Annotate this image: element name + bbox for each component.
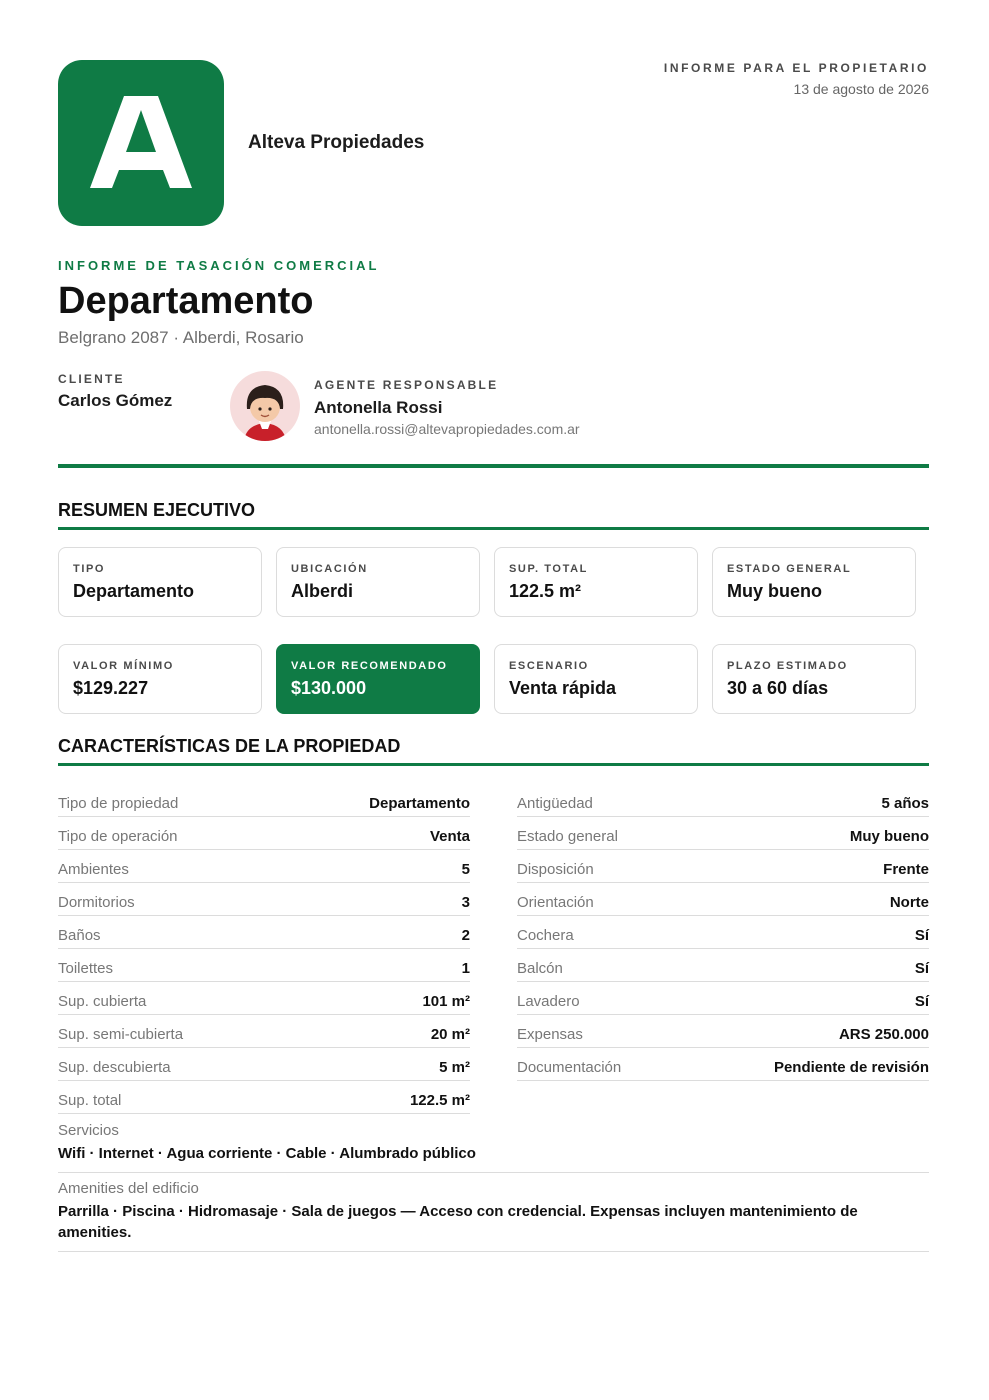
card-value: 122.5 m² — [509, 581, 582, 601]
spec-label: Estado general — [517, 827, 618, 845]
summary-card-type — [58, 547, 262, 617]
summary-card-scenario — [494, 644, 698, 714]
card-label: UBICACIÓN — [291, 563, 368, 575]
brand-logo — [58, 60, 224, 226]
spec-value: Frente — [883, 860, 929, 878]
spec-value: Venta — [429, 827, 470, 845]
summary-divider — [58, 527, 929, 530]
spec-row — [517, 850, 929, 883]
spec-row — [517, 784, 929, 817]
summary-title: RESUMEN EJECUTIVO — [58, 500, 256, 520]
spec-row — [517, 817, 929, 850]
spec-value: 2 — [461, 926, 470, 944]
spec-label: Disposición — [517, 860, 594, 878]
spec-label: Sup. semi-cubierta — [58, 1025, 184, 1043]
card-value: $129.227 — [73, 678, 149, 698]
report-date: 13 de agosto de 2026 — [793, 81, 929, 97]
spec-row — [58, 916, 470, 949]
spec-value: Departamento — [369, 794, 470, 812]
spec-value: Sí — [914, 992, 929, 1010]
spec-label: Documentación — [517, 1058, 622, 1076]
spec-row — [58, 817, 470, 850]
summary-card-location — [276, 547, 480, 617]
summary-card-timeframe — [712, 644, 916, 714]
spec-label: Toilettes — [58, 959, 114, 977]
spec-label: Baños — [58, 926, 101, 944]
agent-name: Antonella Rossi — [314, 398, 443, 417]
spec-value: 5 — [461, 860, 470, 878]
spec-row — [517, 883, 929, 916]
spec-value: Sí — [914, 926, 929, 944]
spec-row — [58, 883, 470, 916]
agent-block — [314, 378, 580, 437]
card-label: PLAZO ESTIMADO — [727, 660, 848, 672]
spec-value: Muy bueno — [849, 827, 929, 845]
card-label: VALOR RECOMENDADO — [291, 660, 448, 672]
spec-row — [517, 1048, 929, 1081]
spec-value: 122.5 m² — [409, 1091, 470, 1109]
spec-label: Sup. cubierta — [58, 992, 147, 1010]
spec-row — [517, 1015, 929, 1048]
agent-email: antonella.rossi@altevapropiedades.com.ar — [314, 421, 580, 437]
spec-row — [517, 949, 929, 982]
card-value: Venta rápida — [509, 678, 617, 698]
spec-value: Norte — [889, 893, 929, 911]
spec-row — [517, 982, 929, 1015]
spec-label: Sup. descubierta — [58, 1058, 171, 1076]
summary-card-condition — [712, 547, 916, 617]
client-label: CLIENTE — [58, 372, 125, 386]
spec-label: Ambientes — [58, 860, 129, 878]
spec-label: Tipo de propiedad — [58, 794, 179, 812]
spec-value: 5 m² — [439, 1058, 470, 1076]
agent-label: AGENTE RESPONSABLE — [314, 378, 499, 392]
spec-label: Tipo de operación — [58, 827, 178, 845]
spec-row — [58, 850, 470, 883]
card-value: Muy bueno — [727, 581, 822, 601]
card-value: Departamento — [73, 581, 195, 601]
card-value: Alberdi — [291, 581, 354, 601]
services-value: Wifi · Internet · Agua corriente · Cable · Alumbrado público — [58, 1145, 476, 1162]
agent-avatar — [230, 371, 300, 441]
spec-label: Orientación — [517, 893, 594, 911]
property-address: Belgrano 2087 · Alberdi, Rosario — [58, 328, 304, 347]
spec-label: Lavadero — [517, 992, 580, 1010]
owner-report-label: INFORME PARA EL PROPIETARIO — [663, 61, 929, 75]
spec-row — [58, 1015, 470, 1048]
spec-row — [58, 1081, 470, 1114]
card-label: ESTADO GENERAL — [727, 563, 852, 575]
logo-letter-a-icon — [58, 60, 224, 226]
header-divider — [58, 464, 929, 468]
card-label: VALOR MÍNIMO — [73, 660, 174, 672]
spec-value: ARS 250.000 — [838, 1025, 929, 1043]
spec-row — [517, 916, 929, 949]
card-label: SUP. TOTAL — [509, 563, 588, 575]
owner-report-header — [664, 61, 929, 97]
spec-row — [58, 1048, 470, 1081]
spec-label: Cochera — [517, 926, 574, 944]
spec-value: 101 m² — [422, 992, 470, 1010]
spec-value: 1 — [461, 959, 470, 977]
spec-value: Sí — [914, 959, 929, 977]
spec-label: Antigüedad — [517, 794, 593, 812]
spec-label: Dormitorios — [58, 893, 135, 911]
amenities-label: Amenities del edificio — [58, 1180, 199, 1197]
client-name: Carlos Gómez — [58, 391, 173, 410]
spec-row — [58, 982, 470, 1015]
card-label: ESCENARIO — [509, 660, 589, 672]
spec-row — [58, 784, 470, 817]
spec-row — [58, 949, 470, 982]
spec-value: 5 años — [881, 794, 929, 812]
spec-label: Sup. total — [58, 1091, 122, 1109]
summary-card-total-area — [494, 547, 698, 617]
features-title: CARACTERÍSTICAS DE LA PROPIEDAD — [58, 736, 401, 756]
card-value: $130.000 — [291, 678, 367, 698]
spec-label: Expensas — [517, 1025, 583, 1043]
report-kicker: INFORME DE TASACIÓN COMERCIAL — [58, 258, 380, 273]
page-title: Departamento — [58, 280, 314, 322]
client-block — [58, 372, 172, 411]
spec-value: 3 — [461, 893, 470, 911]
spec-label: Balcón — [517, 959, 563, 977]
features-divider — [58, 763, 929, 766]
card-label: TIPO — [73, 563, 106, 575]
spec-value: 20 m² — [430, 1025, 470, 1043]
spec-value: Pendiente de revisión — [773, 1058, 929, 1076]
card-value: 30 a 60 días — [727, 678, 829, 698]
agent-avatar-icon — [230, 371, 300, 441]
amenities-value: Parrilla · Piscina · Hidromasaje · Sala de juegos — Acceso con credencial. Expensas incluyen mantenimiento de amenities. — [58, 1203, 858, 1241]
summary-card-min-value — [58, 644, 262, 714]
summary-card-recommended-value — [276, 644, 480, 714]
services-block — [58, 1122, 929, 1173]
amenities-block — [58, 1180, 929, 1252]
brand-name: Alteva Propiedades — [248, 132, 425, 153]
services-label: Servicios — [58, 1122, 119, 1139]
